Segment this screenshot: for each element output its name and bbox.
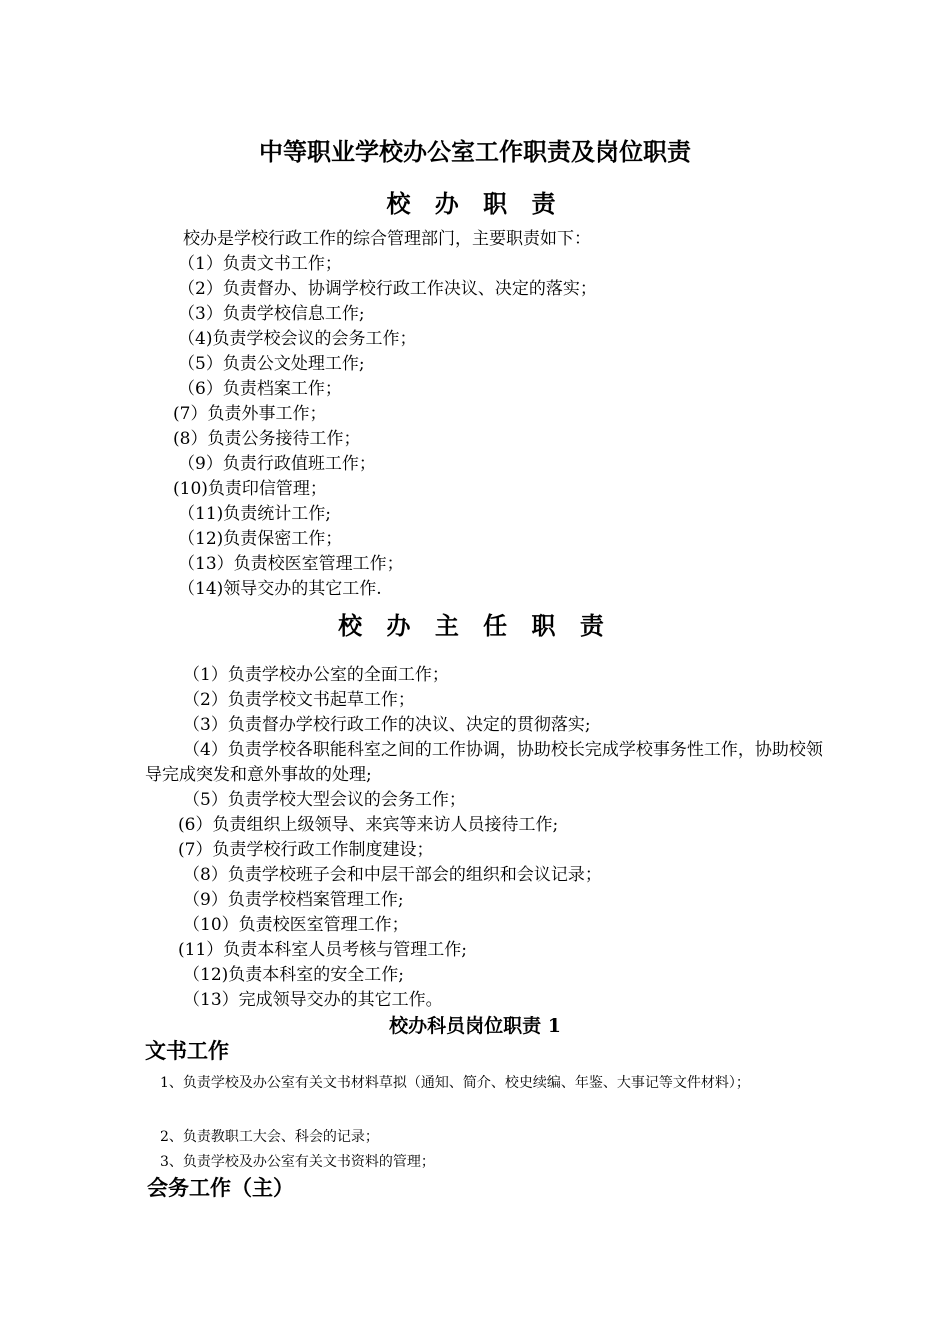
list-item: （3）负责学校信息工作; bbox=[178, 304, 365, 324]
list-item: （4）负责学校各职能科室之间的工作协调，协助校长完成学校事务性工作，协助校领导完成突发和意外事故的处理; bbox=[145, 740, 823, 785]
list-item: （1）负责学校办公室的全面工作； bbox=[183, 665, 449, 685]
list-item: (6）负责组织上级领导、来宾等来访人员接待工作; bbox=[178, 815, 559, 835]
office-duties-intro: 校办是学校行政工作的综合管理部门，主要职责如下： bbox=[183, 229, 591, 249]
list-item: （2）负责督办、协调学校行政工作决议、决定的落实； bbox=[178, 279, 597, 299]
list-item: （3）负责督办学校行政工作的决议、决定的贯彻落实; bbox=[183, 715, 591, 735]
list-item: （1）负责文书工作； bbox=[178, 254, 342, 274]
section-heading-staff-duties: 校办科员岗位职责 1 bbox=[389, 1015, 561, 1037]
list-item: （5）负责公文处理工作; bbox=[178, 354, 365, 374]
list-item: （9）负责学校档案管理工作; bbox=[183, 890, 404, 910]
document-title: 中等职业学校办公室工作职责及岗位职责 bbox=[259, 137, 691, 166]
list-item: （14)领导交办的其它工作. bbox=[178, 579, 382, 599]
list-item: （6）负责档案工作； bbox=[178, 379, 342, 399]
list-item: （4)负责学校会议的会务工作； bbox=[178, 329, 417, 349]
subheading-meeting-work: 会务工作（主） bbox=[147, 1175, 294, 1200]
subheading-document-work: 文书工作 bbox=[145, 1038, 229, 1063]
section-heading-office-duties: 校 办 职 责 bbox=[386, 189, 564, 218]
list-item: (10)负责印信管理； bbox=[173, 479, 327, 499]
list-item: （12)负责本科室的安全工作; bbox=[183, 965, 404, 985]
list-item: 3、负责学校及办公室有关文书资料的管理； bbox=[160, 1154, 435, 1170]
list-item: 2、负责教职工大会、科会的记录； bbox=[160, 1129, 379, 1145]
list-item: （2）负责学校文书起草工作； bbox=[183, 690, 415, 710]
list-item: （5）负责学校大型会议的会务工作； bbox=[183, 790, 466, 810]
list-item: (8）负责公务接待工作； bbox=[173, 429, 361, 449]
list-item: （11)负责统计工作; bbox=[178, 504, 331, 524]
list-item: （13）负责校医室管理工作； bbox=[178, 554, 404, 574]
list-item: （13）完成领导交办的其它工作。 bbox=[183, 990, 443, 1010]
section-heading-director-duties: 校 办 主 任 职 责 bbox=[338, 611, 612, 640]
list-item: (7）负责外事工作； bbox=[173, 404, 327, 424]
list-item: 1、负责学校及办公室有关文书材料草拟（通知、简介、校史续编、年鉴、大事记等文件材料）； bbox=[160, 1075, 750, 1091]
list-item: (11）负责本科室人员考核与管理工作; bbox=[178, 940, 467, 960]
list-item: （10）负责校医室管理工作； bbox=[183, 915, 409, 935]
list-item: （9）负责行政值班工作； bbox=[178, 454, 376, 474]
list-item: (7）负责学校行政工作制度建设； bbox=[178, 840, 434, 860]
list-item: （8）负责学校班子会和中层干部会的组织和会议记录； bbox=[183, 865, 602, 885]
list-item: （12)负责保密工作； bbox=[178, 529, 343, 549]
